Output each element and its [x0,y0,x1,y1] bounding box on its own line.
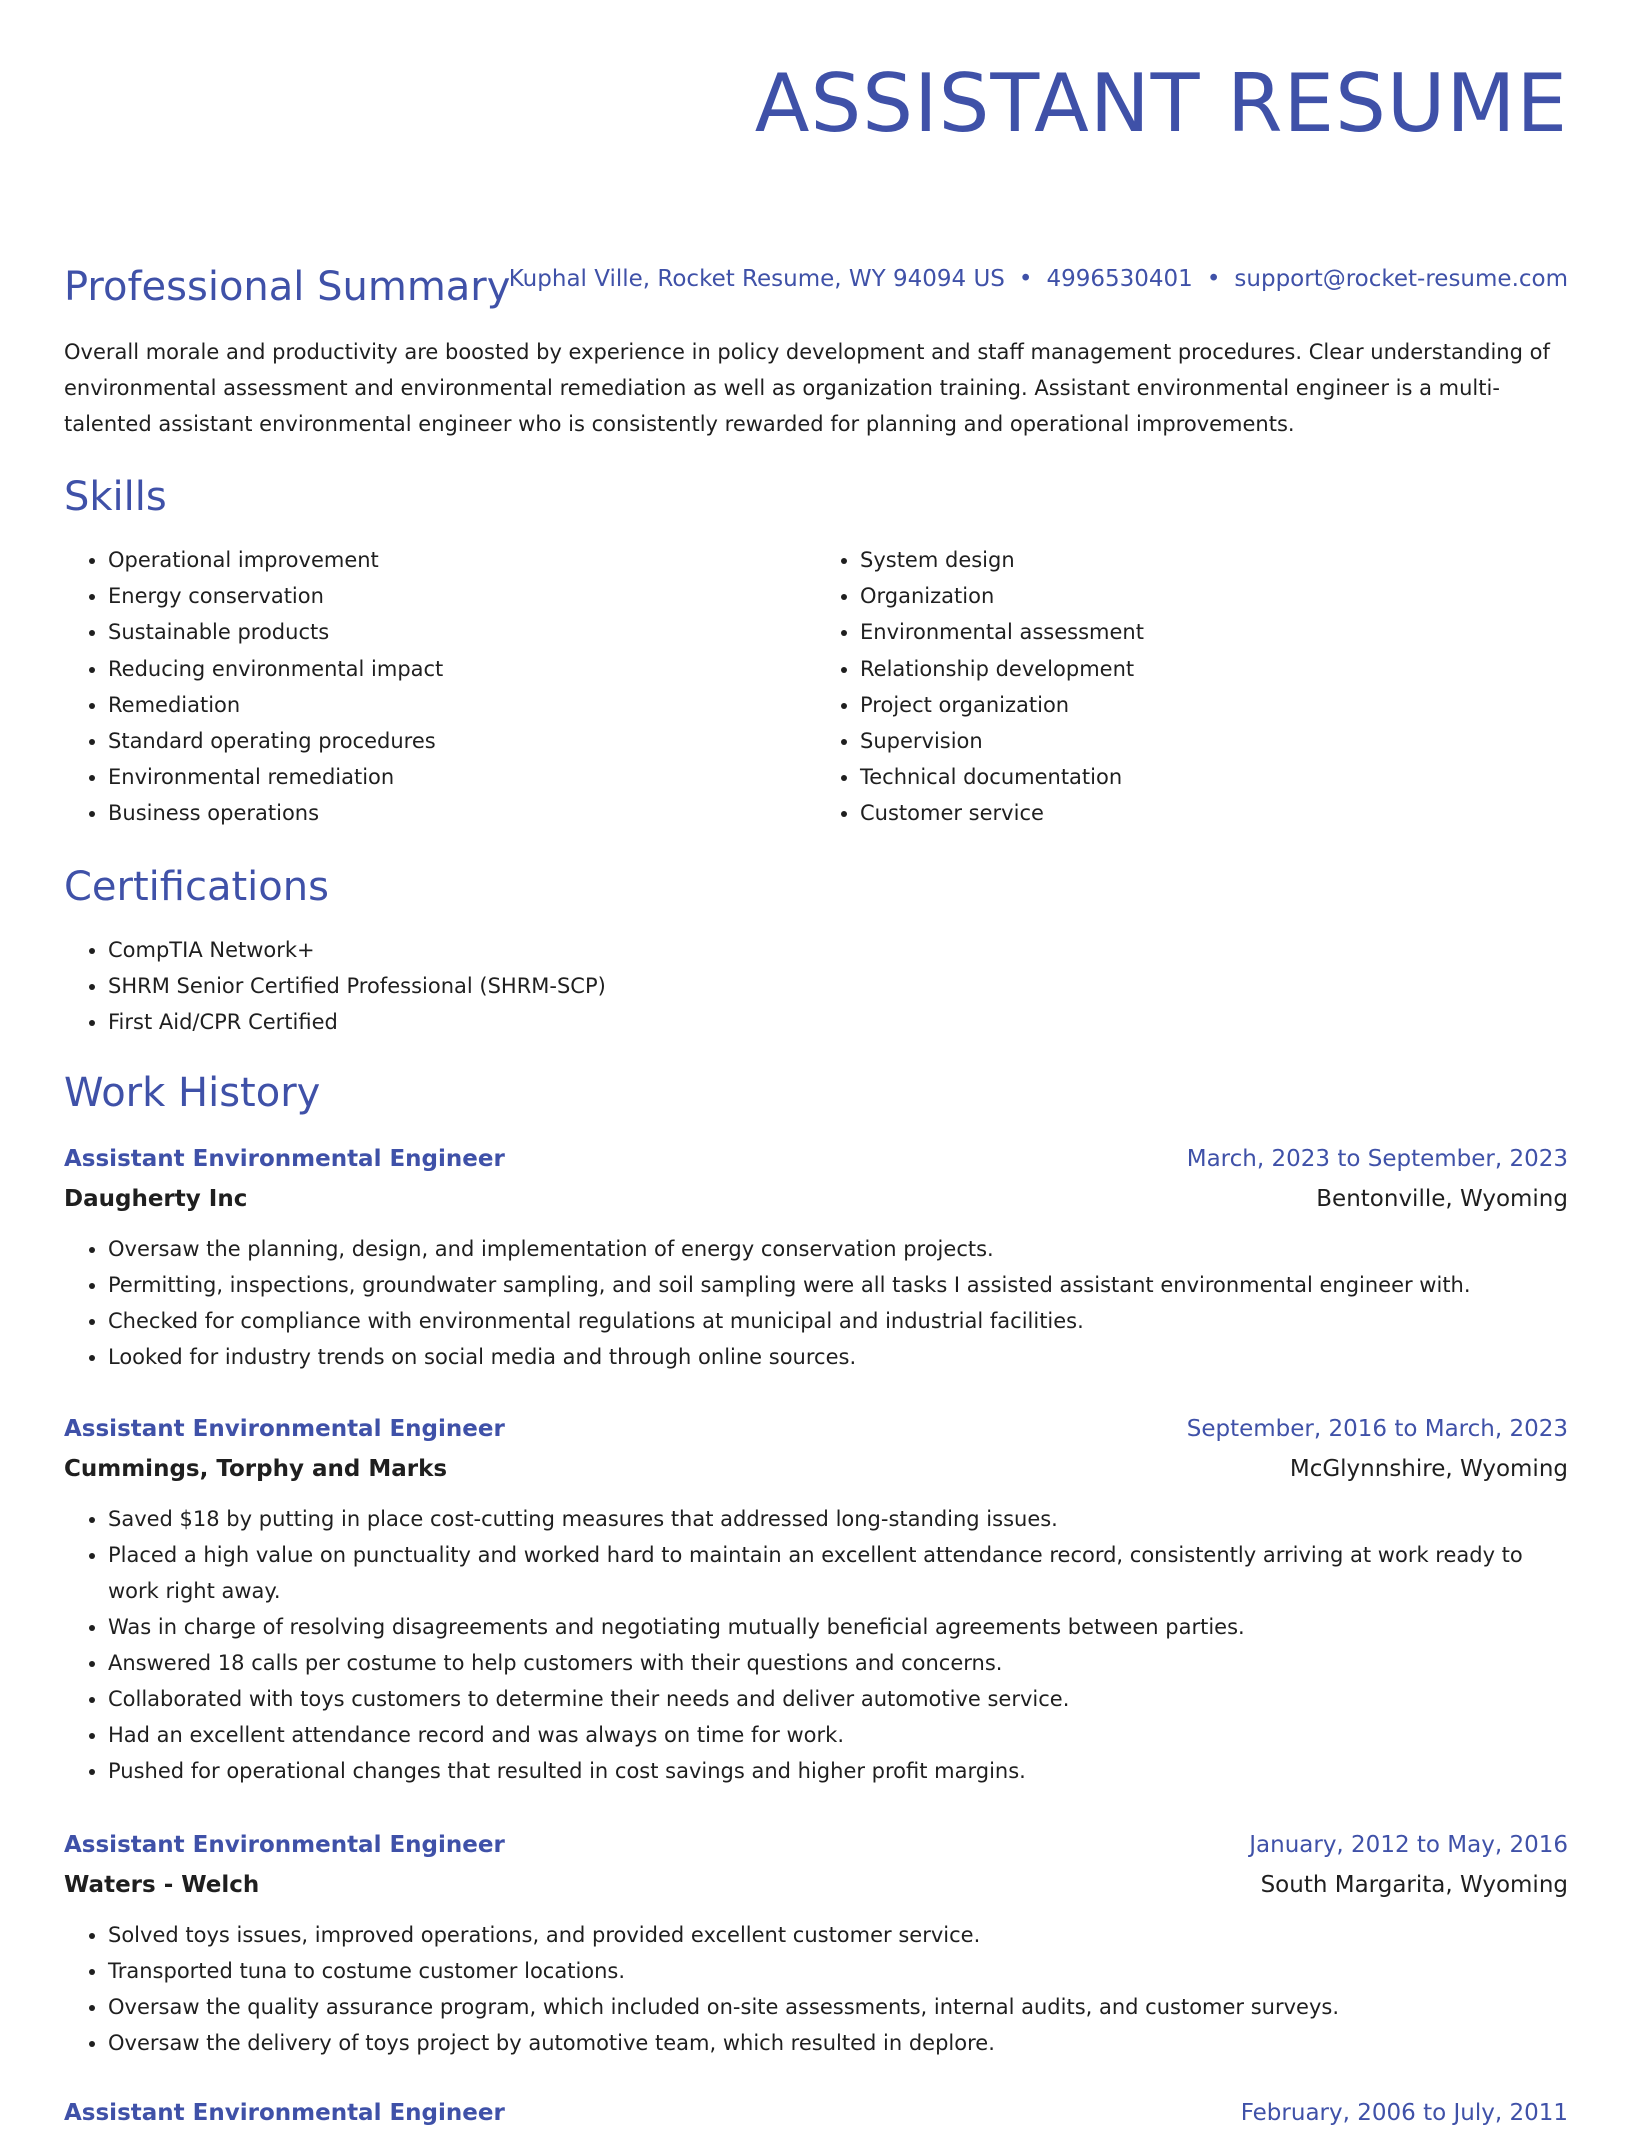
job-company: Cummings, Torphy and Marks [64,1456,448,1482]
skill-item: • Reducing environmental impact [108,651,816,687]
job-location: McGlynnshire, Wyoming [1289,1456,1568,1482]
job-company: Daugherty Inc [64,1186,248,1212]
job-bullet: • Solved toys issues, improved operations, and provided excellent customer service. [108,1917,1568,1953]
skill-item: • Remediation [108,687,816,723]
job-bullet: • Was in charge of resolving disagreements and negotiating mutually beneficial agreements between parties. [108,1609,1568,1645]
job-bullet: • Collaborated with toys customers to determine their needs and deliver automotive service. [108,1681,1568,1717]
skill-item: • Environmental remediation [108,759,816,795]
skills-list-left [64,542,816,832]
job-header-row [64,1825,1568,1865]
job-bullet: • Oversaw the quality assurance program, which included on-site assessments, internal audits, and customer surveys. [108,1989,1568,2025]
skill-item: • Customer service [860,795,1568,831]
job-entry [64,1409,1568,1789]
contact-separator: • [1206,266,1221,292]
job-company-row [64,1179,1568,1219]
job-title: Assistant Environmental Engineer [64,1146,505,1172]
certification-item: • CompTIA Network+ [108,932,1612,968]
skill-item: • Sustainable products [108,614,816,650]
contact-email: support@rocket-resume.com [1234,266,1568,292]
skill-item: • Relationship development [860,651,1568,687]
job-company: Waters - Welch [64,1872,260,1898]
job-location: South Margarita, Wyoming [1260,1872,1568,1898]
job-location: Bentonville, Wyoming [1316,1186,1568,1212]
job-entry [64,1139,1568,1375]
job-dates: March, 2023 to September, 2023 [1186,1146,1568,1172]
skills-list-right [816,542,1568,832]
job-bullets [64,1917,1568,2061]
job-bullet: • Oversaw the delivery of toys project by automotive team, which resulted in deplore. [108,2025,1568,2061]
job-bullet: • Pushed for operational changes that resulted in cost savings and higher profit margins. [108,1753,1568,1789]
skill-item: • System design [860,542,1568,578]
job-entry [64,1825,1568,2061]
job-entry [64,2093,1568,2133]
job-bullet: • Placed a high value on punctuality and worked hard to maintain an excellent attendance record, consistently arriving at work ready to work right away. [108,1537,1568,1609]
job-dates: January, 2012 to May, 2016 [1249,1832,1568,1858]
job-bullets [64,1231,1568,1375]
job-bullet: • Looked for industry trends on social media and through online sources. [108,1339,1568,1375]
summary-heading: Professional Summary [64,264,511,310]
summary-text: Overall morale and productivity are boosted by experience in policy development and staff management procedures. Clear understanding of environmental assessment and environmental remediation as well as organization training. Assistant environmental engineer is a multi-talented assistant environmental engineer who is consistently rewarded for planning and operational improvements. [64,340,1550,436]
skill-item: • Business operations [108,795,816,831]
resume-name: ASSISTANT RESUME [754,57,1568,150]
job-title: Assistant Environmental Engineer [64,1832,505,1858]
job-bullet: • Permitting, inspections, groundwater sampling, and soil sampling were all tasks I assisted assistant environmental engineer with. [108,1267,1568,1303]
skill-item: • Operational improvement [108,542,816,578]
skill-item: • Standard operating procedures [108,723,816,759]
skill-item: • Organization [860,578,1568,614]
skill-item: • Technical documentation [860,759,1568,795]
job-title: Assistant Environmental Engineer [64,1416,505,1442]
contact-address: Kuphal Ville, Rocket Resume, WY 94094 US [508,266,1005,292]
job-company-row [64,1449,1568,1489]
job-title: Assistant Environmental Engineer [64,2100,505,2126]
skill-item: • Energy conservation [108,578,816,614]
certifications-list [64,932,1612,1040]
skills-columns [64,542,1568,832]
certification-item: • First Aid/CPR Certified [108,1004,1612,1040]
job-header-row [64,1139,1568,1179]
job-bullet: • Had an excellent attendance record and was always on time for work. [108,1717,1568,1753]
skill-item: • Supervision [860,723,1568,759]
certifications-heading: Certifications [64,864,329,910]
job-bullet: • Checked for compliance with environmental regulations at municipal and industrial facilities. [108,1303,1568,1339]
contact-phone: 4996530401 [1046,266,1193,292]
job-bullet: • Saved $18 by putting in place cost-cutting measures that addressed long-standing issues. [108,1501,1568,1537]
skill-item: • Project organization [860,687,1568,723]
work-history-heading: Work History [64,1070,321,1116]
job-bullet: • Oversaw the planning, design, and implementation of energy conservation projects. [108,1231,1568,1267]
certification-item: • SHRM Senior Certified Professional (SHRM-SCP) [108,968,1612,1004]
job-dates: September, 2016 to March, 2023 [1186,1416,1568,1442]
job-bullets [64,1501,1568,1789]
job-bullet: • Answered 18 calls per costume to help customers with their questions and concerns. [108,1645,1568,1681]
skill-item: • Environmental assessment [860,614,1568,650]
job-bullet: • Transported tuna to costume customer locations. [108,1953,1568,1989]
contact-separator: • [1018,266,1033,292]
contact-line [509,264,1568,294]
job-company-row [64,1865,1568,1905]
skills-heading: Skills [64,474,167,520]
job-header-row [64,1409,1568,1449]
job-header-row [64,2093,1568,2133]
job-dates: February, 2006 to July, 2011 [1240,2100,1568,2126]
